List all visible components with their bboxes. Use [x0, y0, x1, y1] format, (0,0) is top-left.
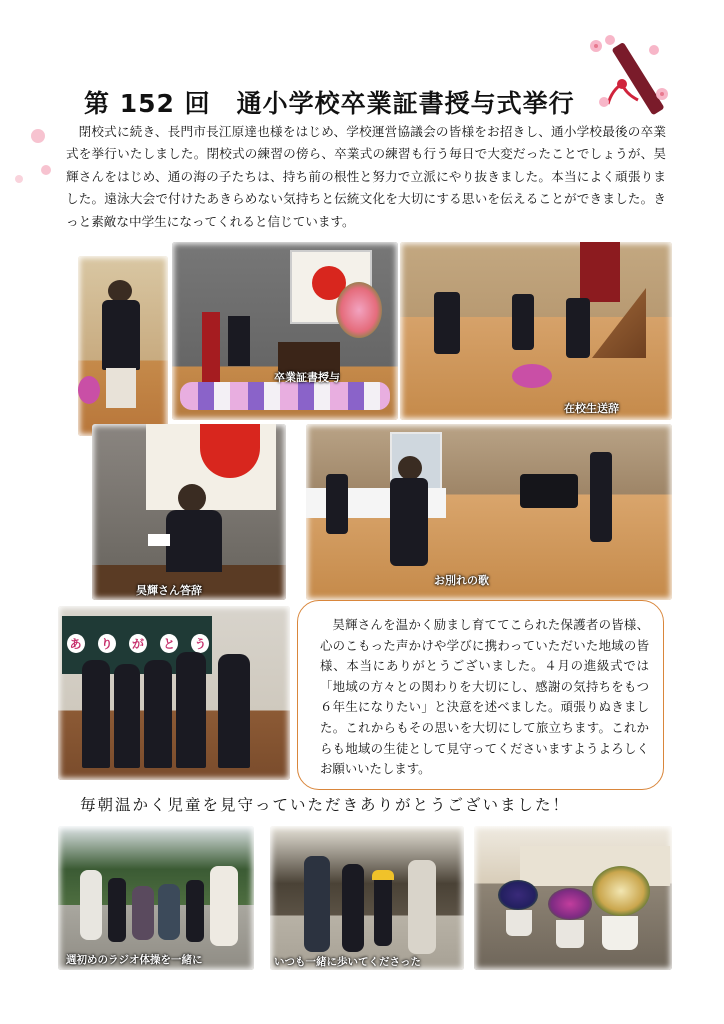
thank-you-banner: あ り が と う [60, 630, 216, 656]
gratitude-message-box [297, 600, 664, 790]
photo-response-address [92, 424, 286, 600]
petal-icon [28, 126, 48, 146]
petal-icon [38, 162, 54, 178]
photo-caption: いつも一緒に歩いてくださった [274, 956, 421, 968]
photo-farewell-song [306, 424, 672, 600]
page-title: 第 152 回 通小学校卒業証書授与式挙行 [84, 89, 575, 118]
photo-walking-together [270, 826, 464, 970]
gratitude-message: 昊輝さんを温かく励まし育ててこられた保護者の皆様、心のこもった声かけや学びに携わっていただいた地域の皆様、本当にありがとうございました。４月の進級式では「地域の方々との関わりを大切にし、感謝の気持ちをもつ６年生になりたい」と決意を述べました。頑張りぬきました。これからもその思いを大切にして旅立ちます。これからも地域の生徒として見守ってくださいますようよろしくお願いいたします。 [320, 617, 649, 777]
intro-paragraph: 閉校式に続き、長門市長江原達也様をはじめ、学校運営協議会の皆様をお招きし、通小学校最後の卒業式を挙行いたしました。閉校式の練習の傍ら、卒業式の練習も行う毎日で大変だったことでしょうが、昊輝さんをはじめ、通の海の子たちは、持ち前の根性と努力で立派にやり抜きました。本当によく頑張りました。遠泳大会で付けたあきらめない気持ちと伝統文化を大切にする思いを伝えることができました。きっと素敵な中学生になってくれると信じています。 [66, 124, 667, 229]
photo-caption: 昊輝さん答辞 [136, 584, 202, 597]
photo-diploma-ceremony [172, 242, 398, 420]
photo-caption: お別れの歌 [434, 574, 489, 587]
photo-caption: 在校生送辞 [564, 402, 619, 415]
photo-send-off-address [400, 242, 672, 420]
photo-radio-exercise [58, 826, 254, 970]
photo-classroom-group [58, 606, 290, 780]
photo-caption: 卒業証書授与 [274, 371, 340, 384]
photo-caption: 週初めのラジオ体操を一緒に [66, 954, 203, 966]
photo-graduate-standing [78, 256, 168, 436]
thanks-heading: 毎朝温かく児童を見守っていただきありがとうございました！ [80, 796, 571, 814]
photo-flower-pots [474, 826, 672, 970]
petal-icon [12, 172, 26, 186]
